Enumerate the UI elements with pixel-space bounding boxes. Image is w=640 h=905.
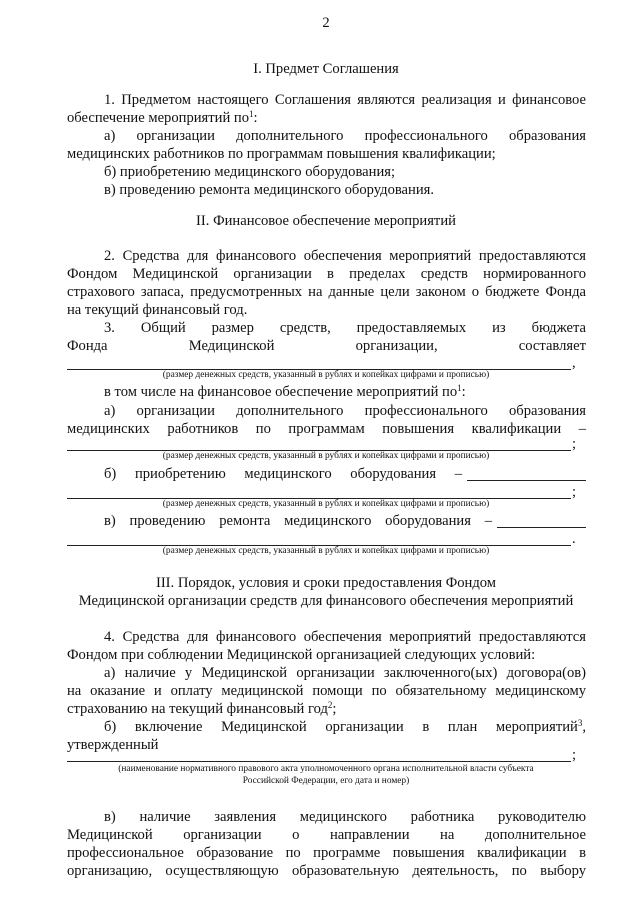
amount-b-semicolon: ; [572, 484, 577, 500]
paragraph-2-line-1: 2. Средства для финансового обеспечения мероприятий предоставляются [104, 248, 586, 264]
paragraph-4-line-1: 4. Средства для финансового обеспечения мероприятий предоставляются [104, 629, 586, 645]
section-3-heading-line-1: III. Порядок, условия и сроки предоставления Фондом [155, 575, 497, 591]
item-3a-line-2: медицинских работников по программам повышения квалификации – [67, 421, 586, 437]
paragraph-3-line-1: 3. Общий размер средств, предоставляемых из бюджета [104, 320, 586, 336]
item-4b-line-1: б) включение Медицинской организации в план мероприятий $^3$, [104, 718, 586, 735]
item-1b: б) приобретению медицинского оборудования; [104, 164, 396, 180]
paragraph-2-line-2: Фондом Медицинской организации в пределах средств нормированного [67, 266, 586, 282]
item-4b-line-2: утвержденный [67, 737, 159, 753]
page-number: 2 [322, 15, 330, 31]
legal-act-blank [67, 761, 571, 762]
item-1a-line-1: а) организации дополнительного профессионального образования [104, 128, 586, 144]
item-4c-line-3: профессиональное образование по программе повышения квалификации в [67, 845, 586, 861]
section-1-heading: I. Предмет Соглашения [253, 61, 399, 77]
item-4a-line-3: страхованию на текущий финансовый год$^2$; [67, 700, 337, 717]
amount-c-inline-blank [497, 527, 586, 528]
item-3a-line-1: а) организации дополнительного профессионального образования [104, 403, 586, 419]
section-2-heading: II. Финансовое обеспечение мероприятий [196, 213, 456, 229]
paragraph-3-line-2: Фонда Медицинской организации, составляет [67, 338, 586, 354]
amount-c-caption: (размер денежных средств, указанный в рублях и копейках цифрами и прописью) [162, 546, 490, 556]
legal-act-caption-line-1: (наименование нормативного правового акта уполномоченного органа исполнительной власти субъекта [118, 764, 534, 774]
section-3-heading-line-2: Медицинской организации средств для финансового обеспечения мероприятий [78, 593, 574, 609]
paragraph-2-line-3: страхового запаса, предусмотренных на данные цели законом о бюджете Фонда [67, 284, 586, 300]
amount-a-semicolon: ; [572, 436, 577, 452]
including-line: в том числе на финансовое обеспечение мероприятий $по^1$: [104, 383, 466, 400]
item-1c: в) проведению ремонта медицинского оборудования. [104, 182, 435, 198]
item-4a-line-1: а) наличие у Медицинской организации заключенного(ых) договора(ов) [104, 665, 586, 681]
item-4a-line-2: на оказание и оплату медицинской помощи по обязательному медицинскому [67, 683, 586, 699]
amount-c-period: . [572, 531, 576, 547]
total-amount-caption: (размер денежных средств, указанный в рублях и копейках цифрами и прописью) [162, 370, 490, 380]
paragraph-1-line-1: 1. Предметом настоящего Соглашения являются реализация и финансовое [104, 92, 586, 108]
item-3c-line: в) проведению ремонта медицинского оборудования – [104, 513, 492, 529]
item-4c-line-1: в) наличие заявления медицинского работника руководителю [104, 809, 586, 825]
paragraph-2-line-4: на текущий финансовый год. [67, 302, 248, 318]
item-4c-line-2: Медицинской организации о направлении на дополнительное [67, 827, 586, 843]
amount-a-caption: (размер денежных средств, указанный в рублях и копейках цифрами и прописью) [162, 451, 490, 461]
legal-act-semicolon: ; [572, 747, 577, 763]
legal-act-caption-line-2: Российской Федерации, его дата и номер) [242, 776, 410, 786]
item-4c-line-4: организацию, осуществляющую образовательную деятельность, по выбору [67, 863, 586, 879]
item-1a-line-2: медицинских работников по программам повышения квалификации; [67, 146, 496, 162]
amount-b-caption: (размер денежных средств, указанный в рублях и копейках цифрами и прописью) [162, 499, 490, 509]
paragraph-1-line-2: обеспечение мероприятий $по^1$: [67, 109, 258, 126]
item-3b-line: б) приобретению медицинского оборудования – [104, 466, 462, 482]
total-amount-comma: , [572, 355, 576, 371]
paragraph-4-line-2: Фондом при соблюдении Медицинской организацией следующих условий: [67, 647, 536, 663]
amount-b-inline-blank [467, 480, 586, 481]
